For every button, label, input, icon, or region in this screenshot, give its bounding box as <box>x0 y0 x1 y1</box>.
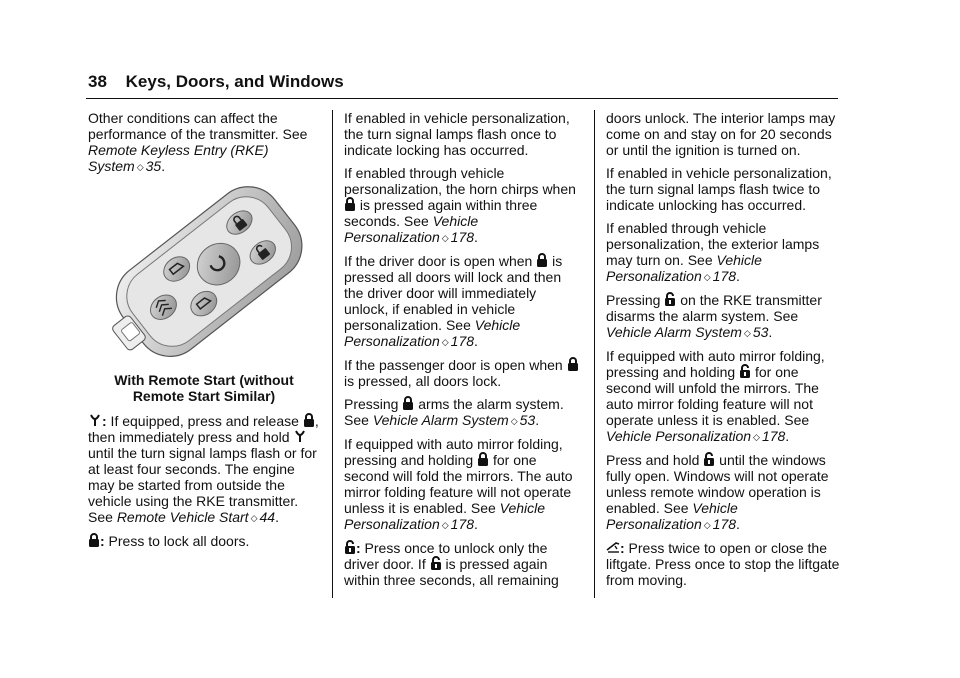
page-ref-icon: ◇ <box>753 432 760 442</box>
page-ref-icon: ◇ <box>703 272 711 282</box>
passenger-door-paragraph: If the passenger door is open when is pressed, all doors lock. <box>344 357 582 389</box>
unlock-icon <box>664 292 676 306</box>
horn-chirp-paragraph: If enabled through vehicle personalization, the horn chirps when is pressed again within three seconds. See Vehicle Personalization ◇ 178. <box>344 165 576 245</box>
key-fob-illustration <box>88 182 320 362</box>
alarm-arm-paragraph: Pressing arms the alarm system. See Vehicle Alarm System ◇ 53. <box>344 396 564 428</box>
vehicle-personalization-link[interactable]: Vehicle Personalization <box>606 252 762 284</box>
remote-start-paragraph: : If equipped, press and release , then immediately press and hold until the turn signal lamps flash or for at least four seconds. The engine may be started from outside the vehicle using the RKE transmitter. See Remote Vehicle Start ◇ 44. <box>88 413 319 525</box>
lock-icon <box>567 357 579 371</box>
mirror-fold-paragraph: If equipped with auto mirror folding, pressing and holding for one second will fold the mirrors. The auto mirror folding feature will not operate unless it is enabled. See Vehicle Personalization ◇ 178. <box>344 436 573 532</box>
page-ref-icon: ◇ <box>743 328 751 338</box>
driver-door-paragraph: If the driver door is open when is pressed all doors will lock and then the driver door will immediately unlock, if enabled in vehicle personalization. See Vehicle Personalization ◇ 178. <box>344 253 563 349</box>
page-header <box>88 72 344 92</box>
column-divider-2 <box>594 110 595 598</box>
page-ref-icon: ◇ <box>441 520 449 530</box>
unlock-icon <box>430 556 442 570</box>
page-ref-icon: ◇ <box>441 233 449 243</box>
vehicle-personalization-page[interactable]: 178 <box>761 428 786 444</box>
rke-link[interactable]: Remote Keyless Entry (RKE) System <box>88 142 269 174</box>
column-3 <box>606 110 842 595</box>
lock-flash-paragraph: If enabled in vehicle personalization, the turn signal lamps flash once to indicate locking has occurred. <box>344 110 570 158</box>
alarm-disarm-paragraph: Pressing on the RKE transmitter disarms the alarm system. See Vehicle Alarm System ◇ 53. <box>606 292 822 340</box>
unlock-flash-paragraph: If enabled in vehicle personalization, the turn signal lamps flash twice to indicate unlocking has occurred. <box>606 165 832 213</box>
unlock-icon <box>739 364 751 378</box>
page-ref-icon: ◇ <box>136 162 144 172</box>
exterior-lamps-paragraph: If enabled through vehicle personalization, the exterior lamps may turn on. See Vehicle Personalization ◇ 178. <box>606 220 820 284</box>
transmitter-conditions-paragraph: Other conditions can affect the performance of the transmitter. See Remote Keyless Entry (RKE) System ◇ 35. <box>88 110 308 174</box>
interior-lamps-paragraph: doors unlock. The interior lamps may come on and stay on for 20 seconds or until the ignition is turned on. <box>606 110 836 158</box>
header-rule <box>86 98 838 99</box>
page-ref-icon: ◇ <box>510 416 518 426</box>
remote-start-icon <box>88 413 102 427</box>
liftgate-icon <box>606 540 620 554</box>
liftgate-paragraph: : Press twice to open or close the liftgate. Press once to stop the liftgate from moving. <box>606 540 840 588</box>
vehicle-personalization-link[interactable]: Vehicle Personalization <box>344 213 479 245</box>
vehicle-personalization-link[interactable]: Vehicle Personalization <box>344 317 521 349</box>
vehicle-personalization-page[interactable]: 178 <box>450 333 475 349</box>
lock-paragraph: : Press to lock all doors. <box>88 533 320 549</box>
vehicle-alarm-page[interactable]: 53 <box>752 324 769 340</box>
key-fob-image <box>88 182 320 362</box>
windows-paragraph: Press and hold until the windows fully open. Windows will not operate unless remote window operation is enabled. See Vehicle Personalization ◇ 178. <box>606 452 829 532</box>
vehicle-personalization-page[interactable]: 178 <box>450 516 475 532</box>
remote-start-icon <box>293 429 307 443</box>
vehicle-alarm-link[interactable]: Vehicle Alarm System <box>606 324 742 340</box>
page-ref-icon: ◇ <box>703 520 711 530</box>
remote-start-link[interactable]: Remote Vehicle Start <box>116 509 249 525</box>
unlock-paragraph: : Press once to unlock only the driver door. If is pressed again within three seconds, all remaining <box>344 540 559 588</box>
vehicle-personalization-link[interactable]: Vehicle Personalization <box>344 500 546 532</box>
lock-icon <box>477 452 489 466</box>
figure-caption: With Remote Start (without Remote Start Similar) <box>114 372 294 404</box>
unlock-icon <box>344 540 356 554</box>
vehicle-alarm-link[interactable]: Vehicle Alarm System <box>372 412 509 428</box>
page-ref-icon: ◇ <box>441 337 449 347</box>
lock-icon <box>88 533 100 547</box>
lock-icon <box>344 197 356 211</box>
rke-page[interactable]: 35 <box>145 158 162 174</box>
mirror-unfold-paragraph: If equipped with auto mirror folding, pressing and holding for one second will unfold the mirrors. The auto mirror folding feature will not operate unless it is enabled. See Vehicle Personalization ◇ 178. <box>606 348 825 444</box>
column-2 <box>344 110 582 595</box>
unlock-icon <box>703 452 715 466</box>
column-divider-1 <box>332 110 333 598</box>
column-1 <box>88 110 320 556</box>
remote-start-page[interactable]: 44 <box>259 509 276 525</box>
vehicle-personalization-link[interactable]: Vehicle Personalization <box>606 500 738 532</box>
page-number: 38 <box>88 72 107 91</box>
section-title: Keys, Doors, and Windows <box>125 72 344 91</box>
vehicle-personalization-page[interactable]: 178 <box>450 229 475 245</box>
vehicle-personalization-page[interactable]: 178 <box>712 516 737 532</box>
lock-icon <box>536 253 548 267</box>
vehicle-personalization-link[interactable]: Vehicle Personalization <box>606 428 752 444</box>
vehicle-alarm-page[interactable]: 53 <box>519 412 536 428</box>
lock-icon <box>402 396 414 410</box>
vehicle-personalization-page[interactable]: 178 <box>712 268 737 284</box>
lock-icon <box>303 413 315 427</box>
page-ref-icon: ◇ <box>250 513 258 523</box>
